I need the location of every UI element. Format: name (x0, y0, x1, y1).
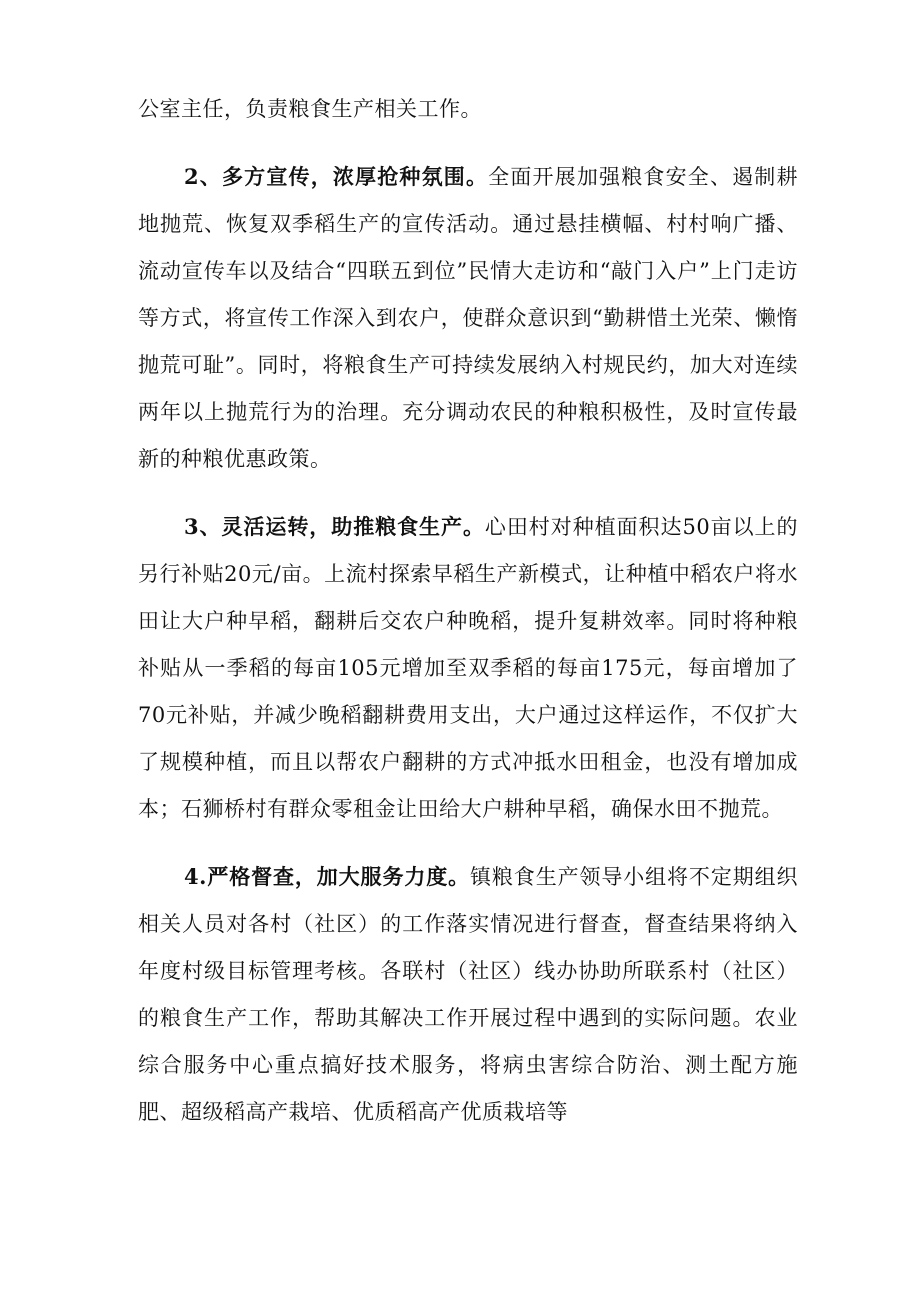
paragraph-continuation (138, 86, 798, 133)
document-page (138, 86, 798, 1156)
paragraph-2-body: 全面开展加强粮食安全、遏制耕地抛荒、恢复双季稻生产的宣传活动。通过悬挂横幅、村村响广播、流动宣传车以及结合“四联五到位”民情大走访和“敲门入户”上门走访等方式，将宣传工作深入到农户，使群众意识到“勤耕惜土光荣、懒惰抛荒可耻”。同时，将粮食生产可持续发展纳入村规民约，加大对连续两年以上抛荒行为的治理。充分调动农民的种粮积极性，及时宣传最新的种粮优惠政策。 (138, 165, 798, 471)
paragraph-4-heading: 4.严格督查，加大服务力度。 (184, 864, 471, 889)
paragraph-publicity (138, 153, 798, 483)
paragraph-4-body: 镇粮食生产领导小组将不定期组织相关人员对各村（社区）的工作落实情况进行督查，督查结果将纳入年度村级目标管理考核。各联村（社区）线办协助所联系村（社区）的粮食生产工作，帮助其解决工作开展过程中遇到的实际问题。农业综合服务中心重点搞好技术服务，将病虫害综合防治、测土配方施肥、超级稻高产栽培、优质稻高产优质栽培等 (138, 865, 798, 1124)
paragraph-flexible-operation (138, 503, 798, 833)
paragraph-2-heading: 2、多方宣传，浓厚抢种氛围。 (184, 164, 489, 189)
paragraph-3-heading: 3、灵活运转，助推粮食生产。 (184, 514, 485, 539)
paragraph-3-body: 心田村对种植面积达50亩以上的另行补贴20元/亩。上流村探索早稻生产新模式，让种植中稻农户将水田让大户种早稻，翻耕后交农户种晚稻，提升复耕效率。同时将种粮补贴从一季稻的每亩105元增加至双季稻的每亩175元，每亩增加了70元补贴，并减少晚稻翻耕费用支出，大户通过这样运作，不仅扩大了规模种植，而且以帮农户翻耕的方式冲抵水田租金，也没有增加成本；石狮桥村有群众零租金让田给大户耕种早稻，确保水田不抛荒。 (138, 515, 798, 821)
paragraph-1-body: 公室主任，负责粮食生产相关工作。 (138, 97, 482, 121)
paragraph-supervision (138, 853, 798, 1136)
